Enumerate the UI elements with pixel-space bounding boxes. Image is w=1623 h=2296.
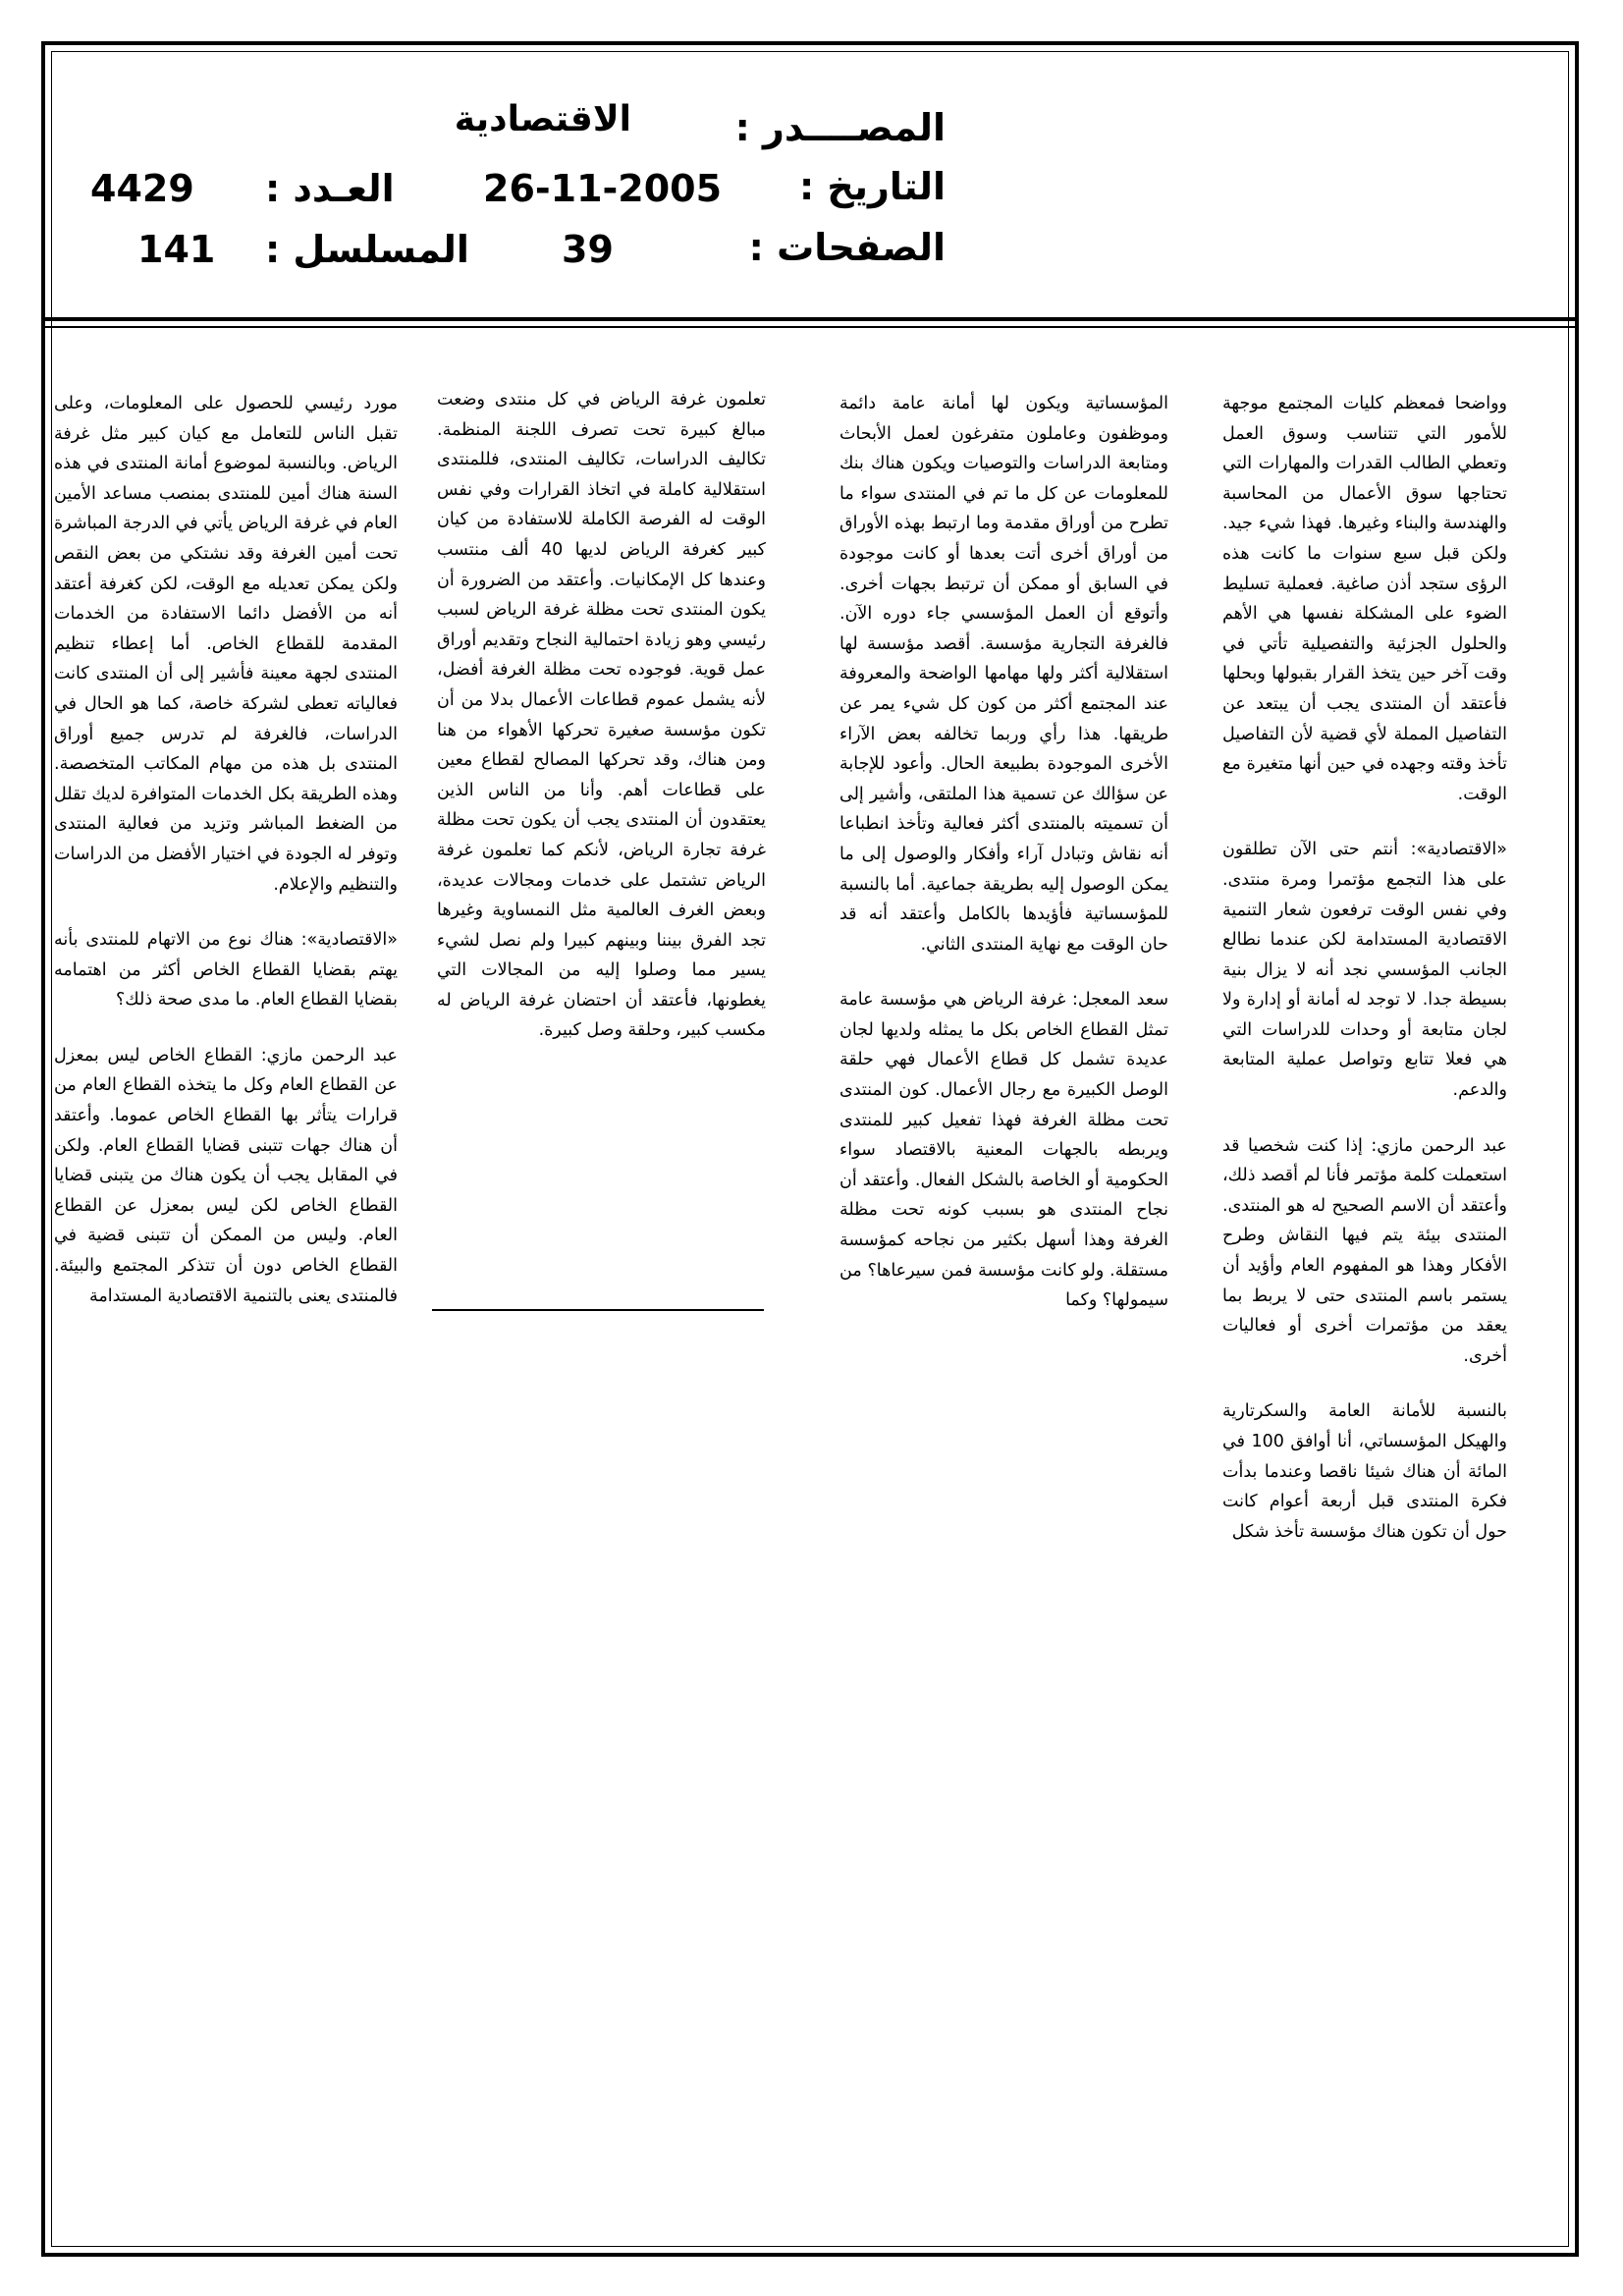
header-divider — [45, 317, 1575, 321]
paragraph: تعلمون غرفة الرياض في كل منتدى وضعت مبالغ كبيرة تحت تصرف اللجنة المنظمة. تكاليف الدراسات، تكاليف المنتدى، فللمنتدى استقلالية كاملة في اتخاذ القرارات وفي نفس الوقت له الفرصة الكاملة للاستفادة من كيان كبير كغرفة الرياض لديها 40 ألف منتسب وعندها كل الإمكانيات. وأعتقد من الضرورة أن يكون المنتدى تحت مظلة غرفة الرياض لسبب رئيسي وهو زيادة احتمالية النجاح وتقديم أوراق عمل قوية. فوجوده تحت مظلة الغرفة أفضل، لأنه يشمل عموم قطاعات الأعمال بدلا من أن تكون مؤسسة صغيرة تحركها الأهواء من هنا ومن هناك، وقد تحركها المصالح لقطاع معين على قطاعات أهم. وأنا من الناس الذين يعتقدون أن المنتدى يجب أن يكون تحت مظلة غرفة تجارة الرياض، لأنكم كما تعلمون غرفة الرياض تشتمل على خدمات ومجالات عديدة، وبعض الغرف العالمية مثل النمساوية وغيرها تجد الفرق بيننا وبينهم كبيرا ولم نصل لشيء يسير مما وصلوا إليه من المجالات التي يغطونها، فأعتقد أن احتضان غرفة الرياض له مكسب كبير، وحلقة وصل كبيرة. — [437, 390, 766, 1041]
source-value: الاقتصادية — [454, 99, 631, 139]
paragraph: مورد رئيسي للحصول على المعلومات، وعلى تقبل الناس للتعامل مع كيان كبير مثل غرفة الرياض. وبالنسبة لموضوع أمانة المنتدى في هذه السنة هناك أمين للمنتدى بمنصب مساعد الأمين العام في غرفة الرياض يأتي في الدرجة المباشرة تحت أمين الغرفة وقد نشتكي من بعض النقص ولكن يمكن تعديله مع الوقت، لكن كغرفة أعتقد أنه من الأفضل دائما الاستفادة من الخدمات المقدمة للقطاع الخاص. أما إعطاء تنظيم المنتدى لجهة معينة فأشير إلى أن المنتدى كانت فعالياته تعطى لشركة خاصة، كما هو الحال في الدراسات، فالغرفة لم تدرس جميع أوراق المنتدى بل هذه من مهام المكاتب المتخصصة. وهذه الطريقة بكل الخدمات المتوافرة لديك تقلل من الضغط المباشر وتزيد من فعالية المنتدى وتوفر له الجودة في اختيار الأفضل من الدراسات والتنظيم والإعلام. — [54, 394, 398, 895]
paragraph: «الاقتصادية»: أنتم حتى الآن تطلقون على هذا التجمع مؤتمرا ومرة منتدى. وفي نفس الوقت ترفعون شعار التنمية الاقتصادية المستدامة لكن عندما نطالع الجانب المؤسسي نجد أنه لا يزال بنية بسيطة جدا. لا توجد له أمانة أو إدارة ولا لجان متابعة أو وحدات للدراسات التي هي فعلا تتابع وتواصل عملية المتابعة والدعم. — [1222, 840, 1507, 1101]
date-label: التاريخ : — [798, 165, 946, 208]
serial-value: 141 — [137, 228, 216, 271]
article-column-4 — [54, 389, 398, 1656]
paragraph: بالنسبة للأمانة العامة والسكرتارية والهيكل المؤسساتي، أنا أوافق 100 في المائة أن هناك شيئا ناقصا وعندما بدأت فكرة المنتدى قبل أربعة أعوام كانت حول أن تكون هناك مؤسسة تأخذ شكل — [1222, 1401, 1507, 1542]
pages-value: 39 — [562, 228, 614, 271]
source-label: المصــــدر : — [734, 106, 946, 149]
paragraph: سعد المعجل: غرفة الرياض هي مؤسسة عامة تمثل القطاع الخاص بكل ما يمثله ولديها لجان عديدة تشمل كل قطاع الأعمال فهي حلقة الوصل الكبيرة مع رجال الأعمال. كون المنتدى تحت مظلة الغرفة فهذا تفعيل كبير للمنتدى ويربطه بالجهات المعنية بالاقتصاد سواء الحكومية أو الخاصة بالشكل الفعال. وأعتقد أن نجاح المنتدى هو بسبب كونه تحت مظلة الغرفة وهذا أسهل بكثير من نجاحه كمؤسسة مستقلة. ولو كانت مؤسسة فمن سيرعاها؟ من سيمولها؟ وكما — [839, 990, 1168, 1311]
article-column-1 — [1222, 389, 1507, 1656]
paragraph: وواضحا فمعظم كليات المجتمع موجهة للأمور التي تتناسب وسوق العمل وتعطي الطالب القدرات والمهارات التي تحتاجها سوق الأعمال من المحاسبة والهندسة والبناء وغيرها. فهذا شيء جيد. ولكن قبل سبع سنوات ما كانت هذه الرؤى ستجد أذن صاغية. فعملية تسليط الضوء على المشكلة نفسها هي الأهم والحلول الجزئية والتفصيلية تأتي في وقت آخر حين يتخذ القرار بقبولها وبحلها فأعتقد أن المنتدى يجب أن يبتعد عن التفاصيل المملة لأي قضية لأن التفاصيل تأخذ وقته وجهده في حين أنها متغيرة مع الوقت. — [1222, 394, 1507, 804]
serial-label: المسلسل : — [265, 228, 469, 271]
column-end-rule — [432, 1309, 764, 1311]
paragraph: المؤسساتية ويكون لها أمانة عامة دائمة وموظفون وعاملون متفرغون لعمل الأبحاث ومتابعة الدراسات والتوصيات ويكون هناك بنك للمعلومات عن كل ما تم في المنتدى سواء ما تطرح من أوراق مقدمة وما ارتبط بهذه الأوراق من أوراق أخرى أتت بعدها أو كانت موجودة في السابق أو ممكن أن ترتبط بجهات أخرى. وأتوقع أن العمل المؤسسي جاء دوره الآن. فالغرفة التجارية مؤسسة. أقصد مؤسسة لها استقلالية أكثر ولها مهامها الواضحة والمعروفة عند المجتمع أكثر من كون كل شيء يمر عن طريقها. هذا رأي وربما تخالفه بعض الآراء الأخرى الموجودة بطبيعة الحال. وأعود للإجابة عن سؤالك عن تسمية هذا الملتقى، وأشير إلى أن تسميته بالمنتدى أكثر فعالية وتأخذ انطباعا أنه نقاش وتبادل آراء وأفكار والوصول إلى ما يمكن الوصول إليه بطريقة جماعية. أما بالنسبة للمؤسساتية فأؤيدها بالكامل وأعتقد أنه قد حان الوقت مع نهاية المنتدى الثاني. — [839, 394, 1168, 955]
paragraph: عبد الرحمن مازي: القطاع الخاص ليس بمعزل عن القطاع العام وكل ما يتخذه القطاع العام من قرارات يتأثر بها القطاع الخاص عموما. وأعتقد أن هناك جهات تتبنى قضايا القطاع العام. ولكن في المقابل يجب أن يكون هناك من يتبنى قضايا القطاع الخاص لكن ليس بمعزل عن القطاع العام. وليس من الممكن أن تتبنى قضية في القطاع الخاص دون أن تتذكر المجتمع والبيئة. فالمنتدى يعنى بالتنمية الاقتصادية المستدامة — [54, 1045, 398, 1306]
header-divider-thin — [45, 326, 1575, 328]
issue-value: 4429 — [90, 167, 194, 210]
pages-label: الصفحات : — [748, 226, 946, 269]
date-value: 26-11-2005 — [483, 167, 723, 210]
article-column-2 — [839, 389, 1168, 1666]
paragraph: «الاقتصادية»: هناك نوع من الاتهام للمنتدى بأنه يهتم بقضايا القطاع الخاص أكثر من اهتمامه بقضايا القطاع العام. ما مدى صحة ذلك؟ — [54, 930, 398, 1011]
article-column-3 — [437, 385, 766, 1298]
paragraph: عبد الرحمن مازي: إذا كنت شخصيا قد استعملت كلمة مؤتمر فأنا لم أقصد ذلك، وأعتقد أن الاسم الصحيح له هو المنتدى. المنتدى بيئة يتم فيها النقاش وطرح الأفكار وهذا هو المفهوم العام وأؤيد أن يستمر باسم المنتدى حتى لا يربط بما يعقد من مؤتمرات أخرى أو فعاليات أخرى. — [1222, 1135, 1507, 1366]
issue-label: العـدد : — [265, 167, 395, 210]
